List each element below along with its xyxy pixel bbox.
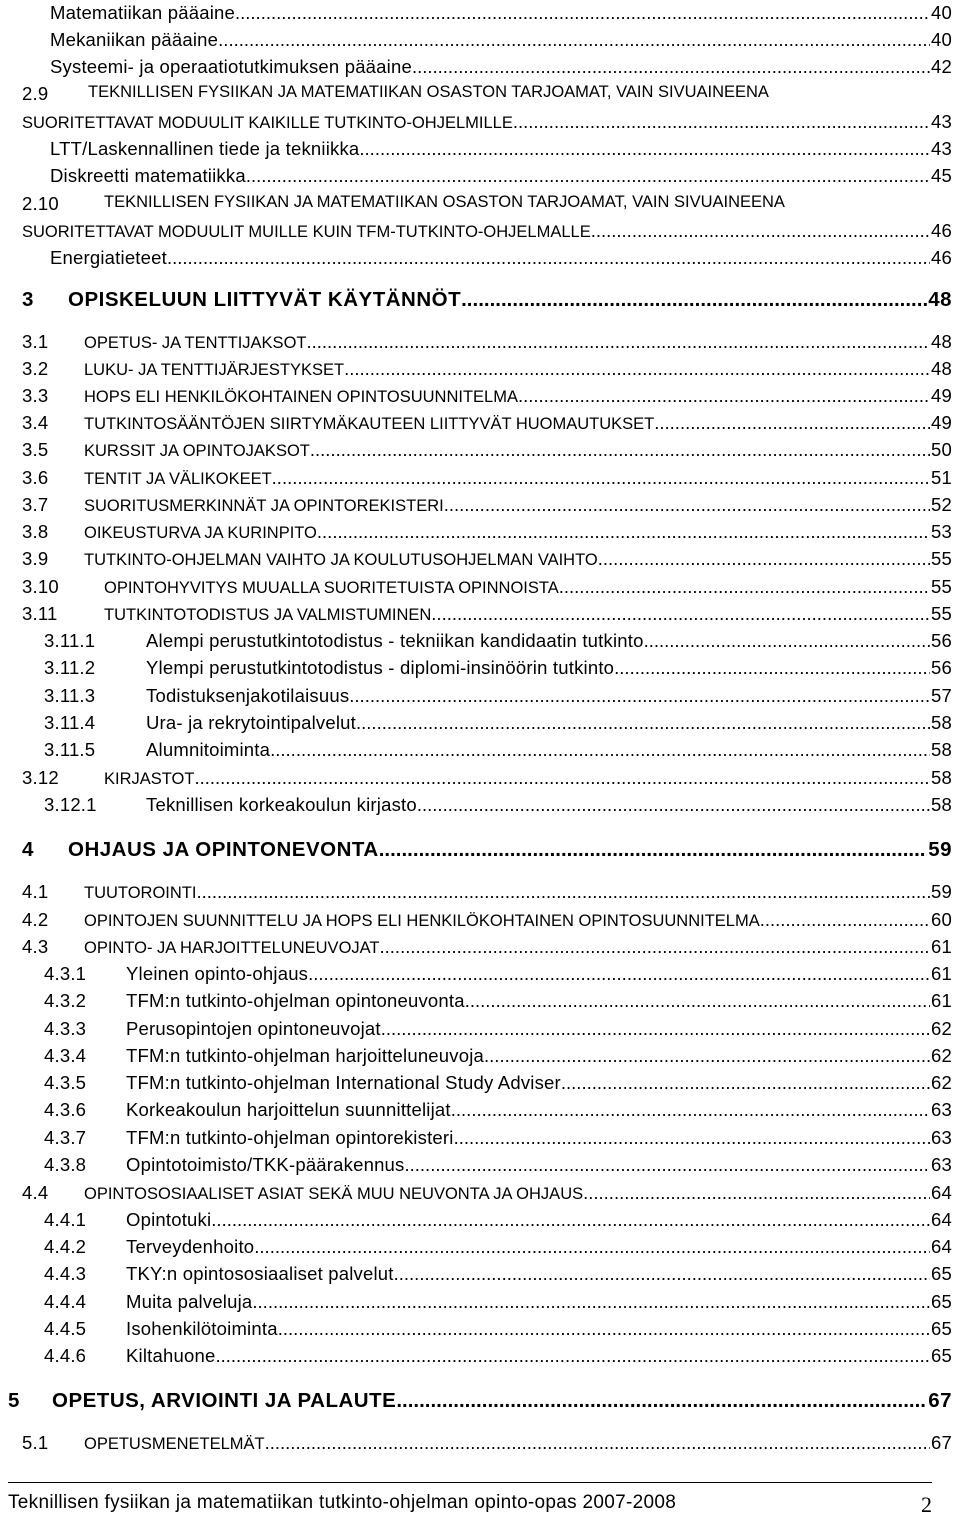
toc-entry (0, 385, 960, 411)
toc-leader-dots (381, 1018, 930, 1040)
toc-entry-number: 4.4.2 (44, 1236, 87, 1257)
toc-entry (0, 521, 960, 547)
toc-entry-title: TUUTOROINTI (84, 884, 197, 902)
toc-entry-number: 3.2 (22, 358, 49, 379)
toc-entry (0, 576, 960, 602)
toc-entry-page: 58 (931, 767, 952, 788)
toc-entry-number: 2.9 (22, 83, 49, 104)
toc-entry-title: Teknillisen korkeakoulun kirjasto (146, 794, 417, 815)
toc-entry (0, 712, 960, 738)
toc-entry-page: 56 (931, 657, 952, 678)
toc-leader-dots (344, 358, 930, 380)
toc-entry-number: 3.11.2 (44, 657, 96, 678)
toc-entry-page: 46 (931, 220, 952, 241)
toc-entry-number: 3.6 (22, 467, 49, 488)
toc-entry-title: Muita palveluja (126, 1291, 253, 1312)
toc-leader-dots (265, 1432, 930, 1454)
toc-leader-dots (317, 521, 930, 543)
toc-entry-number: 3.1 (22, 331, 49, 352)
toc-entry-number: 4.3.8 (44, 1154, 87, 1175)
toc-leader-dots (359, 138, 930, 160)
toc-leader-dots (431, 603, 930, 625)
toc-entry-title: Opintotoimisto/TKK-päärakennus (126, 1154, 405, 1175)
toc-entry-page: 48 (931, 358, 952, 379)
toc-entry-title: Kiltahuone (126, 1345, 216, 1366)
toc-leader-dots (412, 56, 930, 78)
toc-entry (0, 331, 960, 357)
toc-entry-page: 50 (931, 439, 952, 460)
toc-entry (0, 247, 960, 273)
toc-entry-page: 40 (931, 29, 952, 50)
toc-entry-title: TFM:n tutkinto-ohjelman opintorekisteri (126, 1127, 454, 1148)
toc-entry-number: 4.4 (22, 1182, 49, 1203)
toc-entry-page: 67 (928, 1389, 952, 1412)
toc-entry (0, 767, 960, 793)
toc-entry (0, 685, 960, 711)
toc-entry-page: 62 (931, 1045, 952, 1066)
toc-entry-title: SUORITUSMERKINNÄT JA OPINTOREKISTERI (84, 497, 444, 515)
toc-entry-title: TFM:n tutkinto-ohjelman opintoneuvonta (126, 990, 465, 1011)
toc-leader-dots (417, 794, 930, 816)
toc-entry-page: 59 (928, 838, 952, 861)
toc-entry-page: 61 (931, 990, 952, 1011)
toc-entry-title: Terveydenhoito (126, 1236, 255, 1257)
toc-entry-title: LUKU- JA TENTTIJÄRJESTYKSET (84, 361, 345, 379)
toc-leader-dots (396, 1389, 927, 1413)
toc-entry-page: 61 (931, 936, 952, 957)
toc-entry (0, 603, 960, 629)
toc-entry (0, 936, 960, 962)
toc-entry-page: 58 (931, 739, 952, 760)
toc-entry-title: OPINTO- JA HARJOITTELUNEUVOJAT (84, 939, 380, 957)
toc-entry-page: 65 (931, 1291, 952, 1312)
toc-entry-number: 3.10 (22, 576, 59, 597)
toc-entry-number: 4.4.5 (44, 1318, 87, 1339)
toc-leader-dots (444, 494, 930, 516)
toc-entry-number: 5 (8, 1389, 20, 1412)
toc-entry-page: 49 (931, 412, 952, 433)
toc-entry (0, 630, 960, 656)
toc-entry-page: 63 (931, 1099, 952, 1120)
toc-entry-number: 4.3.6 (44, 1099, 87, 1120)
toc-entry-number: 4.4.4 (44, 1291, 87, 1312)
toc-entry (0, 1236, 960, 1262)
toc-entry-page: 59 (931, 881, 952, 902)
toc-entry-page: 40 (931, 2, 952, 23)
footer-title: Teknillisen fysiikan ja matematiikan tutkinto-ohjelman opinto-opas 2007-2008 (8, 1492, 677, 1513)
toc-leader-dots (356, 712, 930, 734)
toc-entry (0, 1127, 960, 1153)
toc-entry (0, 881, 960, 907)
toc-entry-page: 64 (931, 1236, 952, 1257)
toc-entry (0, 548, 960, 574)
footer-page-number: 2 (921, 1492, 932, 1517)
toc-entry-title: TFM:n tutkinto-ohjelman International Study Adviser (126, 1072, 561, 1093)
toc-leader-dots (379, 838, 927, 862)
toc-entry-number: 4.3 (22, 936, 49, 957)
toc-entry-page: 64 (931, 1209, 952, 1230)
toc-entry (0, 1263, 960, 1289)
toc-entry-page: 62 (931, 1018, 952, 1039)
toc-entry-title: Systeemi- ja operaatiotutkimuksen pääaine (50, 56, 412, 77)
toc-leader-dots (454, 1127, 930, 1149)
toc-entry-number: 3.12 (22, 767, 59, 788)
toc-entry-number: 4.3.5 (44, 1072, 87, 1093)
toc-entry (0, 1209, 960, 1235)
toc-entry-number: 4.2 (22, 909, 49, 930)
toc-entry-title: HOPS ELI HENKILÖKOHTAINEN OPINTOSUUNNITELMA (84, 388, 518, 406)
toc-entry-title: TEKNILLISEN FYSIIKAN JA MATEMATIIKAN OSASTON TARJOAMAT, VAIN SIVUAINEENA (88, 83, 769, 101)
toc-leader-dots (465, 990, 930, 1012)
toc-leader-dots (591, 220, 930, 242)
toc-leader-dots (218, 29, 930, 51)
toc-entry-title: LTT/Laskennallinen tiede ja tekniikka (50, 138, 360, 159)
toc-entry-page: 55 (931, 548, 952, 569)
toc-entry (0, 657, 960, 683)
toc-entry-number: 4.3.7 (44, 1127, 87, 1148)
toc-leader-dots (270, 739, 930, 761)
toc-leader-dots (252, 1291, 930, 1313)
toc-entry (0, 220, 960, 246)
toc-entry (0, 138, 960, 164)
toc-entry-number: 4 (22, 838, 34, 861)
toc-entry-number: 5.1 (22, 1432, 49, 1453)
toc-entry-title: Opintotuki (126, 1209, 212, 1230)
toc-entry-page: 60 (931, 909, 952, 930)
toc-entry (0, 909, 960, 935)
toc-entry (0, 494, 960, 520)
toc-entry-page: 62 (931, 1072, 952, 1093)
toc-entry-page: 58 (931, 794, 952, 815)
toc-entry-number: 4.4.1 (44, 1209, 87, 1230)
toc-leader-dots (583, 1182, 930, 1204)
toc-entry-title: OPINTOHYVITYS MUUALLA SUORITETUISTA OPINNOISTA (104, 579, 559, 597)
toc-entry-title: SUORITETTAVAT MODUULIT MUILLE KUIN TFM-TUTKINTO-OHJELMALLE (22, 223, 591, 241)
toc-entry-page: 55 (931, 603, 952, 624)
toc-entry (0, 1432, 960, 1458)
toc-entry (0, 1345, 960, 1371)
page-footer (8, 1482, 932, 1517)
toc-entry-page: 51 (931, 467, 952, 488)
toc-leader-dots (598, 548, 930, 570)
toc-entry-number: 4.4.6 (44, 1345, 87, 1366)
toc-leader-dots (405, 1154, 931, 1176)
toc-leader-dots (461, 288, 927, 312)
toc-entry-page: 53 (931, 521, 952, 542)
toc-entry (0, 1072, 960, 1098)
toc-leader-dots (561, 1072, 930, 1094)
toc-entry (0, 1182, 960, 1208)
toc-leader-dots (308, 963, 930, 985)
toc-entry-title: Alempi perustutkintotodistus - tekniikan kandidaatin tutkinto (146, 630, 644, 651)
toc-entry-page: 56 (931, 630, 952, 651)
toc-leader-dots (451, 1099, 930, 1121)
toc-entry-page: 43 (931, 111, 952, 132)
toc-entry-title: SUORITETTAVAT MODUULIT KAIKILLE TUTKINTO-OHJELMILLE (22, 114, 513, 132)
toc-entry (0, 29, 960, 55)
toc-leader-dots (654, 412, 930, 434)
toc-entry-title: Yleinen opinto-ohjaus (126, 963, 309, 984)
toc-entry-title: OPETUS- JA TENTTIJAKSOT (84, 334, 307, 352)
toc-leader-dots (513, 111, 930, 133)
toc-entry-number: 4.3.2 (44, 990, 87, 1011)
toc-entry (0, 111, 960, 137)
toc-leader-dots (272, 467, 930, 489)
toc-entry (0, 439, 960, 465)
toc-entry (0, 1045, 960, 1071)
toc-entry-title: OPETUSMENETELMÄT (84, 1435, 265, 1453)
toc-entry-number: 4.3.4 (44, 1045, 87, 1066)
toc-leader-dots (518, 385, 930, 407)
toc-entry (0, 165, 960, 191)
toc-entry-number: 3.9 (22, 548, 49, 569)
toc-entry-title: TUTKINTOTODISTUS JA VALMISTUMINEN (104, 606, 432, 624)
toc-entry (0, 794, 960, 820)
toc-entry-title: OIKEUSTURVA JA KURINPITO (84, 524, 317, 542)
toc-entry-title: TUTKINTO-OHJELMAN VAIHTO JA KOULUTUSOHJELMAN VAIHTO (84, 551, 598, 569)
toc-entry-page: 63 (931, 1127, 952, 1148)
toc-leader-dots (484, 1045, 930, 1067)
toc-entry-number: 3.11 (22, 603, 58, 624)
toc-entry-page: 65 (931, 1263, 952, 1284)
toc-entry (0, 2, 960, 28)
toc-entry-title: TUTKINTOSÄÄNTÖJEN SIIRTYMÄKAUTEEN LIITTYVÄT HUOMAUTUKSET (84, 415, 655, 433)
toc-leader-dots (349, 685, 930, 707)
toc-entry-number: 4.3.3 (44, 1018, 87, 1039)
toc-entry (0, 288, 960, 314)
toc-entry-title: Perusopintojen opintoneuvojat (126, 1018, 381, 1039)
toc-entry-number: 3 (22, 288, 34, 311)
toc-entry-number: 4.1 (22, 881, 49, 902)
toc-entry-title: Alumnitoiminta (146, 739, 271, 760)
toc-entry-title: TFM:n tutkinto-ohjelman harjoitteluneuvoja (126, 1045, 485, 1066)
toc-entry-title: Ylempi perustutkintotodistus - diplomi-insinöörin tutkinto (146, 657, 615, 678)
toc-entry-page: 67 (931, 1432, 952, 1453)
toc-entry (0, 358, 960, 384)
toc-entry-page: 63 (931, 1154, 952, 1175)
toc-entry-title: TEKNILLISEN FYSIIKAN JA MATEMATIIKAN OSASTON TARJOAMAT, VAIN SIVUAINEENA (104, 193, 785, 211)
toc-leader-dots (246, 165, 930, 187)
toc-leader-dots (559, 576, 930, 598)
toc-entry-page: 52 (931, 494, 952, 515)
toc-entry-page: 55 (931, 576, 952, 597)
toc-entry-title: Matematiikan pääaine (50, 2, 235, 23)
toc-entry-title: OPISKELUUN LIITTYVÄT KÄYTÄNNÖT (68, 288, 462, 311)
toc-entry-title: TENTIT JA VÄLIKOKEET (84, 470, 272, 488)
toc-leader-dots (215, 1345, 930, 1367)
toc-entry-title: KIRJASTOT (104, 770, 195, 788)
toc-leader-dots (278, 1318, 930, 1340)
toc-entry-title: Korkeakoulun harjoittelun suunnittelijat (126, 1099, 451, 1120)
toc-entry-number: 3.3 (22, 385, 49, 406)
toc-entry-title: OPINTOJEN SUUNNITTELU JA HOPS ELI HENKILÖKOHTAINEN OPINTOSUUNNITELMA (84, 912, 760, 930)
toc-entry-number: 2.10 (22, 193, 59, 214)
toc-entry (0, 1291, 960, 1317)
toc-entry-title: OPINTOSOSIAALISET ASIAT SEKÄ MUU NEUVONTA JA OHJAUS (84, 1185, 584, 1203)
toc-entry-title: Mekaniikan pääaine (50, 29, 219, 50)
toc-entry-number: 3.11.5 (44, 739, 96, 760)
toc-entry-page: 58 (931, 712, 952, 733)
toc-entry-number: 3.12.1 (44, 794, 97, 815)
toc-entry-title: TKY:n opintososiaaliset palvelut (126, 1263, 394, 1284)
toc-entry-title: Energiatieteet (50, 247, 167, 268)
toc-leader-dots (306, 331, 930, 353)
toc-entry-title: OPETUS, ARVIOINTI JA PALAUTE (52, 1389, 397, 1412)
toc-entry (0, 83, 960, 109)
toc-entry-page: 61 (931, 963, 952, 984)
toc-entry (0, 412, 960, 438)
toc-entry-title: Diskreetti matematiikka (50, 165, 246, 186)
toc-entry-page: 48 (928, 288, 952, 311)
toc-leader-dots (394, 1263, 930, 1285)
toc-leader-dots (644, 630, 930, 652)
toc-entry (0, 739, 960, 765)
toc-entry-number: 3.7 (22, 494, 49, 515)
footer-rule (8, 1482, 932, 1483)
toc-entry (0, 467, 960, 493)
toc-entry (0, 990, 960, 1016)
toc-entry-page: 43 (931, 138, 952, 159)
toc-leader-dots (194, 767, 930, 789)
toc-entry-page: 45 (931, 165, 952, 186)
toc-entry (0, 963, 960, 989)
toc-entry-number: 3.11.3 (44, 685, 96, 706)
toc-entry-number: 4.3.1 (44, 963, 87, 984)
toc-entry-page: 49 (931, 385, 952, 406)
toc-entry (0, 1154, 960, 1180)
toc-entry-page: 46 (931, 247, 952, 268)
toc-entry-page: 65 (931, 1318, 952, 1339)
toc-entry-number: 3.5 (22, 439, 49, 460)
toc-entry-title: Todistuksenjakotilaisuus (146, 685, 350, 706)
toc-entry-title: OHJAUS JA OPINTONEVONTA (68, 838, 379, 861)
toc-entry-title: KURSSIT JA OPINTOJAKSOT (84, 442, 310, 460)
toc-leader-dots (196, 881, 930, 903)
toc-entry (0, 1018, 960, 1044)
toc-leader-dots (380, 936, 931, 958)
toc-leader-dots (614, 657, 930, 679)
toc-entry-page: 57 (931, 685, 952, 706)
toc-entry (0, 1099, 960, 1125)
toc-entry-page: 42 (931, 56, 952, 77)
toc-entry-number: 3.4 (22, 412, 49, 433)
toc-entry-number: 3.8 (22, 521, 49, 542)
toc-entry-number: 3.11.4 (44, 712, 96, 733)
toc-leader-dots (760, 909, 930, 931)
toc-entry-number: 3.11.1 (44, 630, 96, 651)
toc-entry-page: 65 (931, 1345, 952, 1366)
toc-entry (0, 56, 960, 82)
toc-entry (0, 1318, 960, 1344)
toc-entry-title: Ura- ja rekrytointipalvelut (146, 712, 357, 733)
toc-leader-dots (254, 1236, 930, 1258)
toc-entry (0, 193, 960, 219)
toc-entry-title: Isohenkilötoiminta (126, 1318, 278, 1339)
toc-entry-page: 48 (931, 331, 952, 352)
toc-entry-page: 64 (931, 1182, 952, 1203)
toc-entry (0, 838, 960, 864)
toc-entry (0, 1389, 960, 1415)
toc-entry-number: 4.4.3 (44, 1263, 87, 1284)
toc-leader-dots (211, 1209, 930, 1231)
toc-leader-dots (310, 439, 930, 461)
toc-leader-dots (167, 247, 930, 269)
toc-leader-dots (235, 2, 930, 24)
